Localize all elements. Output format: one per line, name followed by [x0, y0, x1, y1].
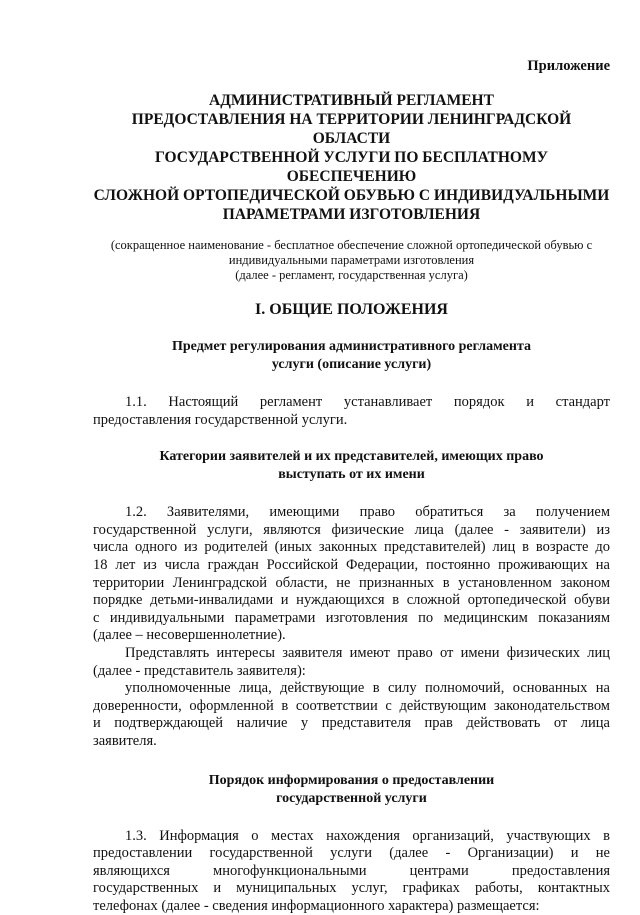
text-line: и подтверждающей наличие у представителя прав действовать от лица	[93, 715, 610, 733]
text-line: предоставлении государственной услуги (далее - Организации) и не	[93, 845, 610, 863]
title-line: ГОСУДАРСТВЕННОЙ УСЛУГИ ПО БЕСПЛАТНОМУ ОБЕСПЕЧЕНИЮ	[93, 148, 610, 186]
paragraph-1-1	[93, 394, 610, 429]
section-title: I. ОБЩИЕ ПОЛОЖЕНИЯ	[93, 301, 610, 319]
heading-line: Порядок информирования о предоставлении	[93, 772, 610, 790]
text-line: государственных и муниципальных услуг, графиках работы, контактных	[93, 880, 610, 898]
heading-line: выступать от их имени	[93, 466, 610, 484]
paragraph-representatives	[93, 645, 610, 680]
short-name-line: индивидуальными параметрами изготовления	[93, 253, 610, 268]
text-line: доверенности, оформленной в соответствии с действующим законодательством	[93, 698, 610, 716]
text-line: (далее - представитель заявителя):	[93, 663, 610, 681]
text-line: государственной услуги, являются физические лица (далее - заявители) из	[93, 522, 610, 540]
text-line: с индивидуальными параметрами изготовления по медицинским показаниям	[93, 610, 610, 628]
subsection-heading	[93, 338, 610, 374]
text-line: 18 лет из числа граждан Российской Федерации, постоянно проживающих на	[93, 557, 610, 575]
heading-line: Категории заявителей и их представителей, имеющих право	[93, 448, 610, 466]
text-line: порядке детьми-инвалидами и нуждающихся в сложной ортопедической обуви	[93, 592, 610, 610]
text-line: территории Ленинградской области, не признанных в установленном законом	[93, 575, 610, 593]
text-line: заявителя.	[93, 733, 610, 751]
short-name-line: (далее - регламент, государственная услуга)	[93, 268, 610, 283]
title-line: ПРЕДОСТАВЛЕНИЯ НА ТЕРРИТОРИИ ЛЕНИНГРАДСКОЙ ОБЛАСТИ	[93, 110, 610, 148]
appendix-label: Приложение	[93, 58, 610, 75]
text-line: уполномоченные лица, действующие в силу полномочий, основанных на	[93, 680, 610, 698]
paragraph-authorized-persons	[93, 680, 610, 750]
short-name-line: (сокращенное наименование - бесплатное обеспечение сложной ортопедической обувью с	[93, 238, 610, 253]
text-line: числа одного из родителей (иных законных представителей) лиц в возрасте до	[93, 539, 610, 557]
text-line: телефонах (далее - сведения информационного характера) размещается:	[93, 898, 610, 915]
text-line: 1.1. Настоящий регламент устанавливает порядок и стандарт	[93, 394, 610, 412]
text-line: 1.2. Заявителями, имеющими право обратиться за получением	[93, 504, 610, 522]
subsection-heading	[93, 448, 610, 484]
text-line: 1.3. Информация о местах нахождения организаций, участвующих в	[93, 828, 610, 846]
regulation-title	[93, 91, 610, 224]
paragraph-1-2	[93, 504, 610, 645]
title-line: АДМИНИСТРАТИВНЫЙ РЕГЛАМЕНТ	[93, 91, 610, 110]
subsection-heading	[93, 772, 610, 808]
heading-line: государственной услуги	[93, 790, 610, 808]
title-line: ПАРАМЕТРАМИ ИЗГОТОВЛЕНИЯ	[93, 205, 610, 224]
text-line: (далее – несовершеннолетние).	[93, 627, 610, 645]
short-name-note	[93, 238, 610, 283]
text-line: предоставления государственной услуги.	[93, 412, 610, 430]
text-line: являющихся многофункциональными центрами предоставления	[93, 863, 610, 881]
text-line: Представлять интересы заявителя имеют право от имени физических лиц	[93, 645, 610, 663]
heading-line: услуги (описание услуги)	[93, 356, 610, 374]
heading-line: Предмет регулирования административного регламента	[93, 338, 610, 356]
title-line: СЛОЖНОЙ ОРТОПЕДИЧЕСКОЙ ОБУВЬЮ С ИНДИВИДУАЛЬНЫМИ	[93, 186, 610, 205]
paragraph-1-3	[93, 828, 610, 915]
